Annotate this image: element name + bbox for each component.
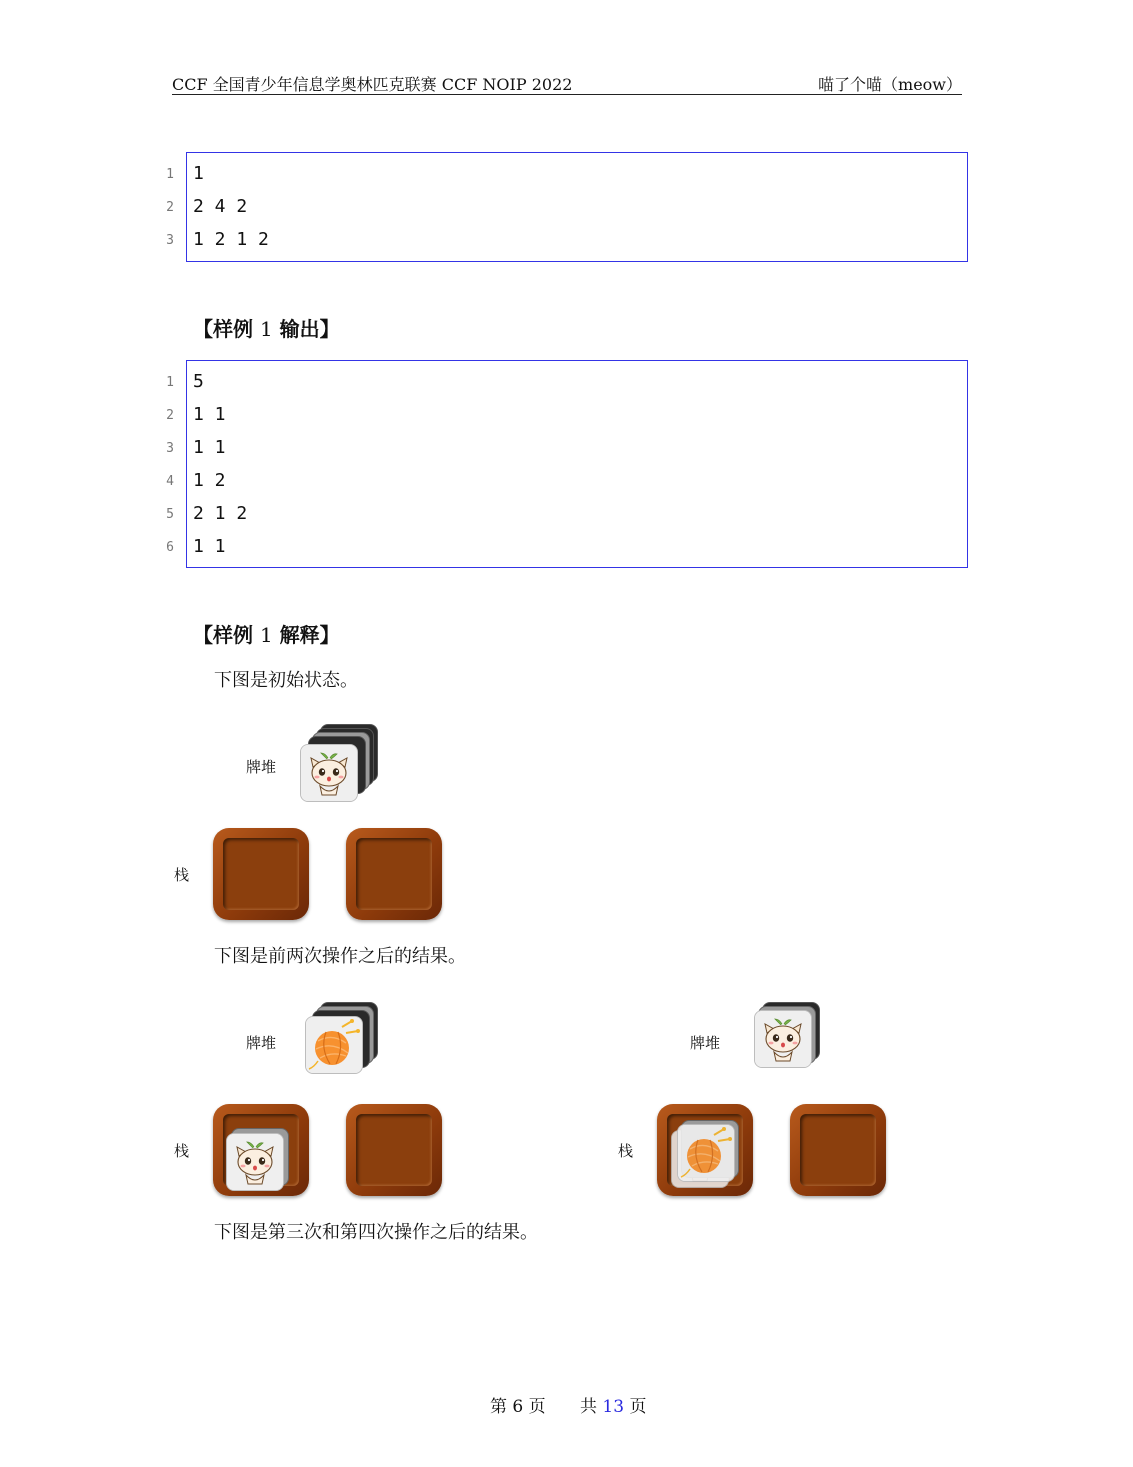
line-text: 1 2 <box>193 470 226 491</box>
page-current: 6 <box>512 1397 524 1417</box>
header-problem-name: 喵了个喵（meow） <box>818 75 962 94</box>
title-suffix: 解释】 <box>279 623 340 647</box>
code-line <box>150 432 968 465</box>
line-number: 5 <box>166 507 174 522</box>
code-line <box>150 399 968 432</box>
line-text: 5 <box>193 371 204 392</box>
code-line <box>150 158 968 191</box>
line-text: 2 1 2 <box>193 503 248 524</box>
paragraph-initial-state: 下图是初始状态。 <box>214 670 358 691</box>
figure-after-op-1 <box>170 996 470 1206</box>
code-line <box>150 224 968 257</box>
stack-slot-1 <box>657 1104 753 1196</box>
figure-after-op-2 <box>614 996 914 1206</box>
page-suffix: 页 <box>528 1397 546 1417</box>
cat-face-icon <box>754 1010 812 1068</box>
stack-label: 栈 <box>174 1142 190 1160</box>
line-number: 6 <box>166 540 174 555</box>
total-suffix: 页 <box>629 1397 647 1417</box>
yarn-ball-icon <box>305 1016 363 1074</box>
stack-slot-1 <box>213 1104 309 1196</box>
stack-label: 栈 <box>618 1142 634 1160</box>
line-number: 1 <box>166 375 174 390</box>
code-line <box>150 191 968 224</box>
code-line <box>150 465 968 498</box>
sample-output-block <box>150 360 968 568</box>
line-text: 2 4 2 <box>193 196 248 217</box>
line-number: 2 <box>166 200 174 215</box>
title-suffix: 输出】 <box>279 317 340 341</box>
code-line <box>150 366 968 399</box>
code-line <box>150 531 968 564</box>
yarn-ball-icon <box>677 1124 735 1182</box>
page-header <box>172 68 962 95</box>
title-prefix: 【样例 <box>193 317 253 341</box>
header-title: CCF 全国青少年信息学奥林匹克联赛 CCF NOIP 2022 <box>172 75 573 94</box>
deck-label: 牌堆 <box>690 1034 721 1052</box>
sample-input-block <box>150 152 968 262</box>
line-text: 1 1 <box>193 437 226 458</box>
deck-label: 牌堆 <box>246 1034 277 1052</box>
line-number: 3 <box>166 233 174 248</box>
total-prefix: 共 <box>580 1397 597 1417</box>
cat-face-icon <box>300 744 358 802</box>
cat-face-icon <box>226 1133 284 1191</box>
stack-slot-2 <box>346 828 442 920</box>
sample-explain-title <box>193 619 340 648</box>
code-line <box>150 498 968 531</box>
title-prefix: 【样例 <box>193 623 253 647</box>
paragraph-after-ops-3-4: 下图是第三次和第四次操作之后的结果。 <box>214 1222 538 1243</box>
page-prefix: 第 <box>490 1397 507 1417</box>
title-number: 1 <box>259 623 273 647</box>
line-number: 4 <box>166 474 174 489</box>
figure-initial-state <box>170 718 470 928</box>
page-number <box>490 1392 546 1417</box>
page-total <box>580 1392 646 1417</box>
stack-slot-2 <box>346 1104 442 1196</box>
line-text: 1 1 <box>193 404 226 425</box>
deck-label: 牌堆 <box>246 758 277 776</box>
total-pages-link[interactable]: 13 <box>602 1397 625 1417</box>
line-text: 1 <box>193 163 204 184</box>
title-number: 1 <box>259 317 273 341</box>
paragraph-after-two-ops: 下图是前两次操作之后的结果。 <box>214 946 466 967</box>
line-text: 1 1 <box>193 536 226 557</box>
stack-label: 栈 <box>174 866 190 884</box>
sample-output-title <box>193 313 340 342</box>
line-number: 3 <box>166 441 174 456</box>
stack-slot-1 <box>213 828 309 920</box>
line-text: 1 2 1 2 <box>193 229 269 250</box>
line-number: 2 <box>166 408 174 423</box>
line-number: 1 <box>166 167 174 182</box>
stack-slot-2 <box>790 1104 886 1196</box>
